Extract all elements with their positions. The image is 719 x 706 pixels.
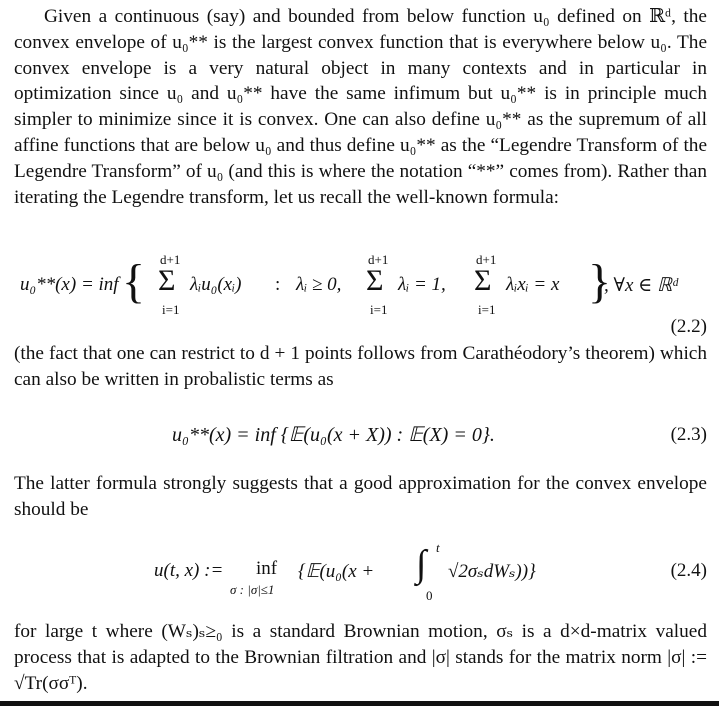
eq22-sum2-bottom: i=1	[370, 302, 388, 317]
eq22-sum2-body: λᵢ = 1,	[398, 274, 446, 295]
eq24-integral-sign: ∫	[416, 543, 427, 585]
bottom-border	[0, 701, 719, 706]
eq22-sum1-sigma: Σ	[158, 264, 176, 297]
equation-2-4	[0, 538, 719, 608]
paragraph-brownian: for large t where (Wₛ)ₛ≥₀ is a standard Brownian motion, σₛ is a d×d-matrix valued process that is adapted to the Brownian filtration and |σ| stands for the matrix norm |σ| := √Tr(σσᵀ).	[14, 621, 707, 694]
eq22-sum1-top: d+1	[160, 252, 181, 267]
eq23-number: (2.3)	[670, 424, 707, 445]
eq22-cond1: λᵢ ≥ 0,	[296, 274, 342, 295]
eq24-body-right: √2σₛdWₛ))}	[448, 561, 536, 582]
eq22-number: (2.2)	[670, 316, 707, 337]
eq23-text: u₀**(x) = inf {𝔼(u₀(x + X)) : 𝔼(X) = 0}.	[172, 424, 495, 446]
eq24-inf: inf	[256, 558, 278, 579]
eq22-forall: , ∀x ∈ ℝᵈ	[604, 275, 678, 296]
eq22-colon: :	[275, 274, 281, 295]
eq22-sum1-bottom: i=1	[162, 302, 180, 317]
eq22-sum3-bottom: i=1	[478, 302, 496, 317]
paragraph-intro: Given a continuous (say) and bounded from below function u₀ defined on ℝᵈ, the convex envelope of u₀** is the largest convex function that is everywhere below u₀. The convex envelope is a very natural object in many contexts and in particular in optimization since u₀ and u₀** have the same infimum but u₀** is in principle much simpler to minimize since it is convex. One can also define u₀** as the supremum of all affine functions that are below u₀ and thus define u₀** as the “Legendre Transform of the Legendre Transform” of u₀ (and this is where the notation “**” comes from). Rather than iterating the Legendre transform, let us recall the well-known formula:	[14, 6, 707, 208]
paragraph-caratheodory: (the fact that one can restrict to d + 1 points follows from Carathéodory’s theorem) which can also be written in probalistic terms as	[14, 343, 707, 390]
eq22-sum3-top: d+1	[476, 252, 497, 267]
equation-2-3	[0, 420, 719, 452]
eq22-lhs: u₀**(x) = inf	[20, 274, 119, 295]
equation-2-2	[0, 252, 719, 322]
eq22-right-brace: }	[588, 255, 612, 308]
eq24-int-top: t	[436, 540, 440, 555]
eq22-sum1-body: λᵢu₀(xᵢ)	[190, 274, 242, 295]
eq24-number: (2.4)	[670, 560, 707, 581]
eq22-sum2-top: d+1	[368, 252, 389, 267]
eq24-inf-sub: σ : |σ|≤1	[230, 582, 275, 597]
eq22-sum2-sigma: Σ	[366, 264, 384, 297]
eq24-lhs: u(t, x) :=	[154, 560, 224, 581]
eq22-left-brace: {	[122, 255, 146, 308]
eq24-body-left: {𝔼(u₀(x +	[298, 561, 375, 582]
eq22-sum3-body: λᵢxᵢ = x	[506, 274, 560, 295]
paragraph-approximation: The latter formula strongly suggests that a good approximation for the convex envelope should be	[14, 473, 707, 520]
eq22-sum3-sigma: Σ	[474, 264, 492, 297]
eq24-int-bottom: 0	[426, 588, 433, 603]
